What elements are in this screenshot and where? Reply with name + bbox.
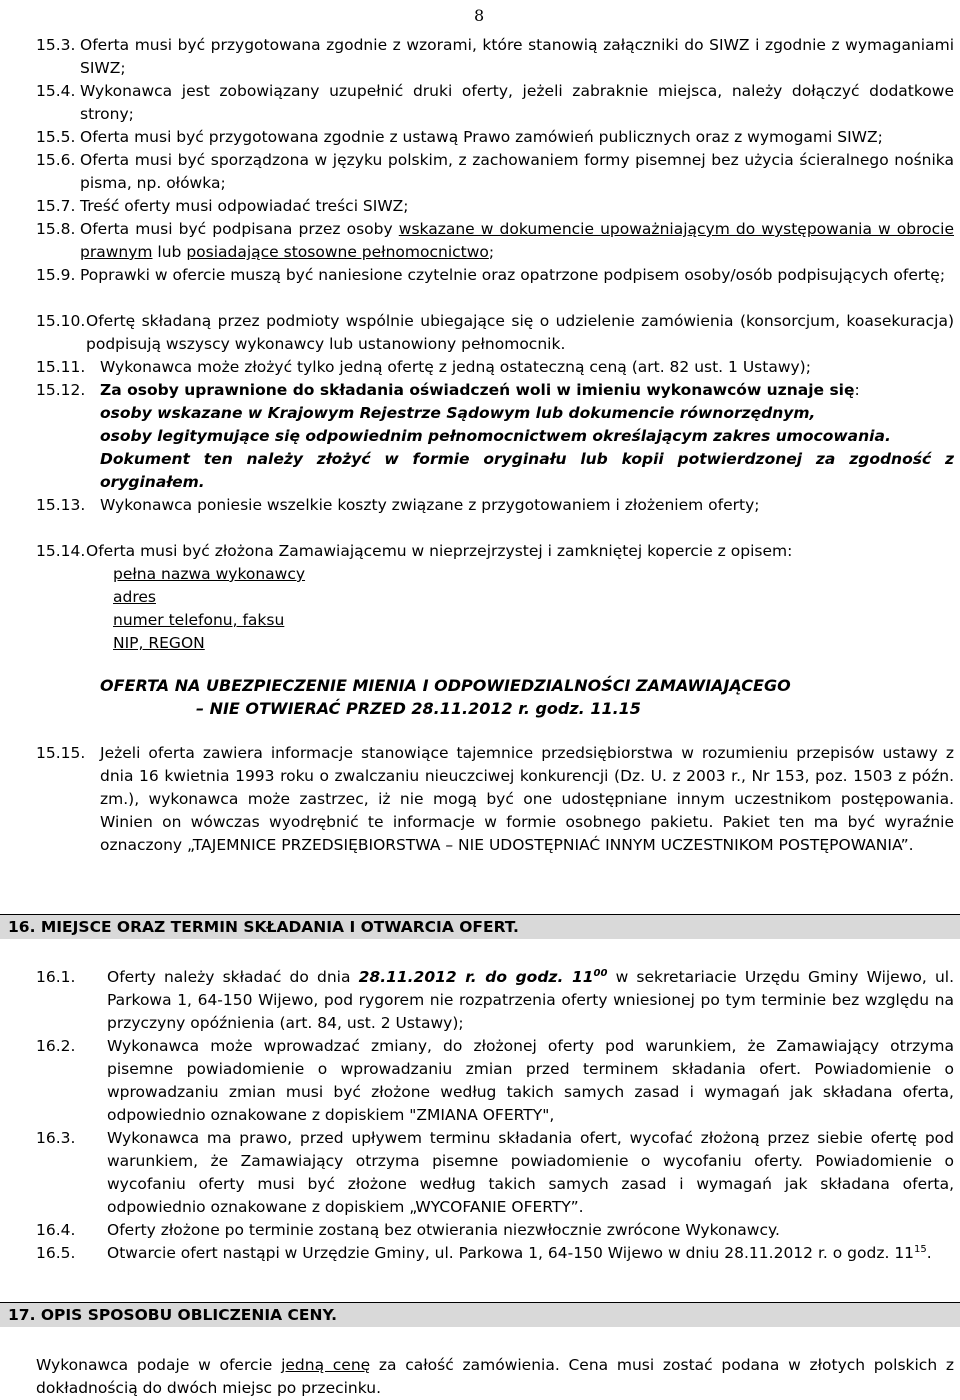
envelope-banner [100,674,860,720]
envelope-field: NIP, REGON [113,634,205,652]
envelope-field: pełna nazwa wykonawcy [113,565,306,583]
item-text: Oferty złożone po terminie zostaną bez otwierania niezwłocznie zwrócone Wykonawcy. [107,1221,780,1239]
item-text: Oferta musi być przygotowana zgodnie z wzorami, które stanowią załączniki do SIWZ i zgodnie z wymaganiami SIWZ; [80,36,954,77]
item-number: 16.1. [36,968,76,986]
item-text-part: Oferta musi być podpisana przez osoby [80,220,399,238]
item-15-14 [36,540,954,563]
item-text: Wykonawca jest zobowiązany uzupełnić druki oferty, jeżeli zabraknie miejsca, należy dołączyć dodatkowe strony; [80,82,954,123]
item-number: 15.5. [36,128,76,146]
item-text [107,966,954,1035]
item-15-3 [36,34,954,80]
item-text-part: Otwarcie ofert nastąpi w Urzędzie Gminy, ul. Parkowa 1, 64-150 Wijewo w dniu 28.11.2012 r. o godz. 11 [107,1244,915,1262]
item-number: 15.12. [36,381,86,399]
item-text: Oferta musi być złożona Zamawiającemu w nieprzejrzystej i zamkniętej kopercie z opisem: [86,542,793,560]
item-16-4 [36,1219,954,1242]
item-15-10 [36,310,954,356]
item-text: Wykonawca ma prawo, przed upływem terminu składania ofert, wycofać złożoną przez siebie ofertę pod warunkiem, że Zamawiający otrzyma pisemne powiadomienie o wycofaniu oferty. Powiadomienie o wycofaniu oferty musi być złożone według takich samych zasad i wymagań jak składana oferta, odpowiednio oznakowane z dopiskiem „WYCOFANIE OFERTY”. [107,1129,954,1216]
item-text: Wykonawca poniesie wszelkie koszty związane z przygotowaniem i złożeniem oferty; [100,496,760,514]
page-number: 8 [474,6,485,25]
item-15-13 [36,494,954,517]
price-paragraph [36,1354,954,1400]
authorized-persons-block [100,402,954,494]
envelope-fields [113,563,305,655]
item-text: Poprawki w ofercie muszą być naniesione czytelnie oraz opatrzone podpisem osoby/osób podpisujących ofertę; [80,266,946,284]
deadline-minutes: 00 [593,967,608,979]
item-text: Wykonawca może wprowadzać zmiany, do złożonej oferty pod warunkiem, że Zamawiający otrzyma pisemne powiadomienie o wprowadzaniu zmian przed terminem składania ofert. Powiadomienie o wprowadzaniu zmian musi być złożone według takich samych zasad i wymagań jak składana oferta, odpowiednio oznakowane z dopiskiem "ZMIANA OFERTY", [107,1037,954,1124]
item-text: Wykonawca może złożyć tylko jedną ofertę z jedną ostateczną ceną (art. 82 ust. 1 Ustawy); [100,358,811,376]
item-text-part: ; [488,243,495,261]
item-text: Oferta musi być sporządzona w języku polskim, z zachowaniem formy pisemnej bez użycia ścieralnego nośnika pisma, np. ołówka; [80,151,954,192]
item-15-8 [36,218,954,264]
item-number: 15.8. [36,220,76,238]
item-16-5 [36,1242,954,1265]
item-text-part: Oferty należy składać do dnia [107,968,359,986]
item-number: 16.5. [36,1244,76,1262]
item-number: 16.4. [36,1221,76,1239]
item-text-part: lub [152,243,187,261]
item-number: 15.11. [36,358,86,376]
item-text [100,379,954,402]
item-text [107,1242,954,1265]
item-15-15 [36,742,954,857]
authorized-line: osoby wskazane w Krajowym Rejestrze Sądowym lub dokumencie równorzędnym, [100,404,816,422]
underlined-phrase: wskazane w dokumencie upoważniającym do występowania w obrocie prawnym [80,220,954,261]
item-text: Oferta musi być przygotowana zgodnie z ustawą Prawo zamówień publicznych oraz z wymogami SIWZ; [80,128,883,146]
item-number: 15.14. [36,542,86,560]
item-15-7 [36,195,954,218]
banner-line: – NIE OTWIERAĆ PRZED 28.11.2012 r. godz. 11.15 [196,699,641,718]
item-text [80,218,954,264]
underlined-phrase: posiadające stosowne pełnomocnictwo [186,243,489,261]
item-text: Ofertę składaną przez podmioty wspólnie ubiegające się o udzielenie zamówienia (konsorcjum, koasekuracja) podpisują wszyscy wykonawcy lub ustanowiony pełnomocnik. [86,312,954,353]
envelope-field: adres [113,588,156,606]
banner-line: OFERTA NA UBEZPIECZENIE MIENIA I ODPOWIEDZIALNOŚCI ZAMAWIAJĄCEGO [100,676,791,695]
item-text: Treść oferty musi odpowiadać treści SIWZ; [80,197,409,215]
item-number: 15.10. [36,312,86,330]
authorized-line: osoby legitymujące się odpowiednim pełnomocnictwem określającym zakres umocowania. [100,427,891,445]
item-number: 15.7. [36,197,76,215]
item-number: 15.13. [36,496,86,514]
section-16-heading [0,914,960,939]
item-16-2 [36,1035,954,1127]
bold-heading: Za osoby uprawnione do składania oświadczeń woli w imieniu wykonawców uznaje się [100,381,855,399]
item-text-part: w sekretariacie Urzędu Gminy Wijewo, ul. Parkowa 1, 64-150 Wijewo, pod rygorem nie rozpatrzenia oferty wniesionej po tym terminie bez względu na przyczyny opóźnienia (art. 84, ust. 2 Ustawy); [107,968,955,1032]
item-15-11 [36,356,954,379]
item-15-12 [36,379,954,402]
section-17-heading [0,1302,960,1327]
item-number: 15.9. [36,266,76,284]
item-15-6 [36,149,954,195]
item-15-9 [36,264,954,287]
item-15-4 [36,80,954,126]
item-number: 15.3. [36,36,76,54]
authorized-line: Dokument ten należy złożyć w formie oryginału lub kopii potwierdzonej za zgodność z oryginałem. [100,450,954,491]
deadline: 28.11.2012 r. do godz. 11 [358,968,594,986]
item-number: 16.3. [36,1129,76,1147]
envelope-field: numer telefonu, faksu [113,611,285,629]
item-text-part: : [854,381,860,399]
item-text-part: . [926,1244,932,1262]
item-text: Jeżeli oferta zawiera informacje stanowiące tajemnice przedsiębiorstwa w rozumieniu przepisów ustawy z dnia 16 kwietnia 1993 roku o zwalczaniu nieuczciwej konkurencji (Dz. U. z 2003 r., Nr 153, poz. 1503 z późn. zm.), wykonawca może zastrzec, iż nie mogą być one udostępniane innym uczestnikom postępowania. Winien on wówczas wyodrębnić te informacje w formie osobnego pakietu. Pakiet ten ma być wyraźnie oznaczony „TAJEMNICE PRZEDSIĘBIORSTWA – NIE UDOSTĘPNIAĆ INNYM UCZESTNIKOM POSTĘPOWANIA”. [100,744,954,854]
paragraph-part: Wykonawca podaje w ofercie [36,1356,282,1374]
time-minutes: 15 [914,1243,927,1255]
item-number: 15.6. [36,151,76,169]
paragraph-part: za całość zamówienia. Cena musi zostać podana w złotych polskich z dokładnością do dwóch miejsc po przecinku. [36,1356,954,1397]
underlined-phrase: jedną cenę [281,1356,371,1374]
section-title: 17. OPIS SPOSOBU OBLICZENIA CENY. [8,1306,338,1324]
item-15-5 [36,126,954,149]
item-16-3 [36,1127,954,1219]
item-number: 16.2. [36,1037,76,1055]
section-title: 16. MIEJSCE ORAZ TERMIN SKŁADANIA I OTWARCIA OFERT. [8,918,519,936]
item-number: 15.4. [36,82,76,100]
item-16-1 [36,966,954,1035]
item-number: 15.15. [36,744,86,762]
